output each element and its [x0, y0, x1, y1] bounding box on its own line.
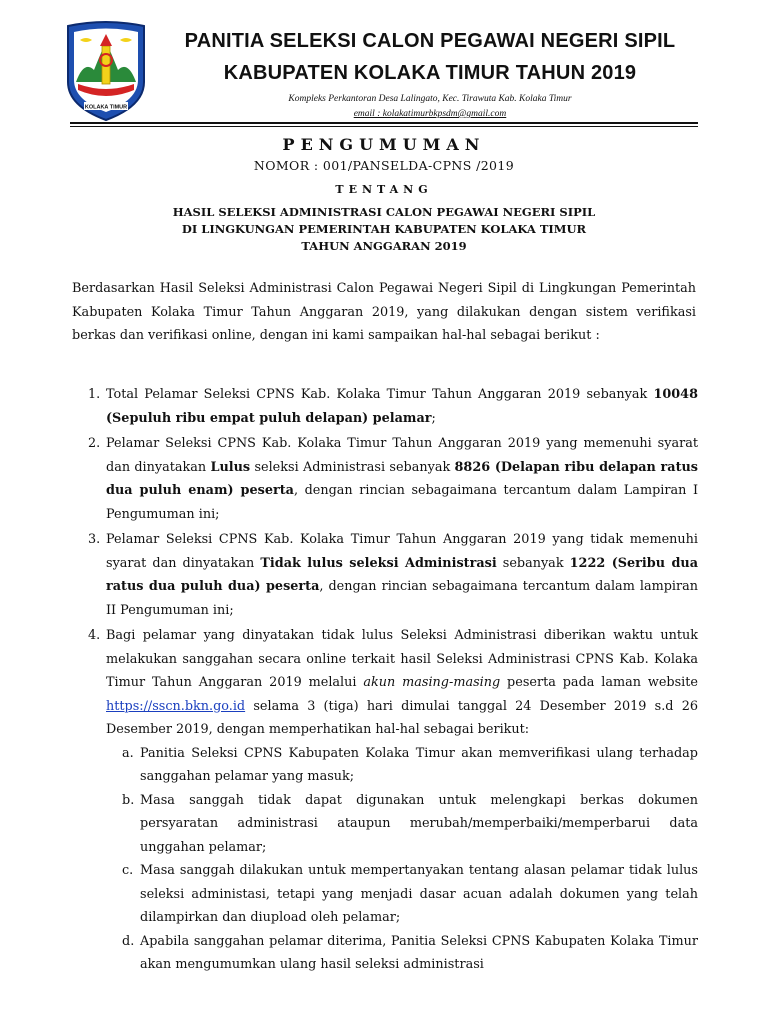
sub-item-letter: a.	[122, 745, 134, 761]
letterhead-rule-thick	[70, 122, 698, 124]
item-bold-text: 8826 (Delapan ribu delapan ratus dua puluh enam) peserta	[106, 459, 699, 498]
item-bold-text: Tidak lulus seleksi Administrasi	[260, 555, 497, 571]
item-text: seleksi Administrasi sebanyak	[250, 459, 455, 475]
item-text: , dengan rincian sebagaimana tercantum dalam Lampiran I Pengumuman ini;	[106, 483, 698, 522]
item-text: Bagi pelamar yang dinyatakan tidak lulus Seleksi Administrasi diberikan waktu untuk melakukan sanggahan secara online terkait hasil Seleksi Administrasi CPNS Kab. Kolaka Timur Tahun Anggaran 2019 melalui	[106, 628, 698, 690]
letterhead-title-line1: PANITIA SELEKSI CALON PEGAWAI NEGERI SIPIL	[184, 30, 676, 52]
sub-list-item	[90, 742, 698, 789]
sub-list-item	[90, 859, 698, 930]
item-italic-text: akun masing-masing	[363, 675, 501, 690]
list-item	[72, 383, 698, 430]
announcement-number: NOMOR : 001/PANSELDA-CPNS /2019	[253, 158, 515, 173]
sub-list-item	[90, 789, 698, 860]
emblem-caption: KOLAKA TIMUR	[84, 104, 128, 111]
subject-line2: DI LINGKUNGAN PEMERINTAH KABUPATEN KOLAKA TIMUR	[181, 222, 587, 236]
item-text: peserta pada laman website	[500, 675, 698, 690]
letterhead-title-line2: KABUPATEN KOLAKA TIMUR TAHUN 2019	[223, 62, 637, 84]
item-text: sebanyak	[496, 555, 570, 571]
item-text: Total Pelamar Seleksi CPNS Kab. Kolaka Timur Tahun Anggaran 2019 sebanyak	[106, 387, 654, 402]
subject-line3: TAHUN ANGGARAN 2019	[301, 239, 467, 253]
announcement-title: PENGUMUMAN	[282, 135, 486, 154]
intro-paragraph: Berdasarkan Hasil Seleksi Administrasi Calon Pegawai Negeri Sipil di Lingkungan Pemerintah Kabupaten Kolaka Timur Tahun Anggaran 2019, yang dilakukan dengan sistem verifikasi berkas dan verifikasi online, dengan ini kami sampaikan hal-hal sebagai berikut :	[72, 281, 696, 343]
list-item-number: 3.	[88, 532, 101, 547]
sscn-website-link[interactable]: https://sscn.bkn.go.id	[106, 698, 246, 714]
item-text: Pelamar Seleksi CPNS Kab. Kolaka Timur Tahun Anggaran 2019 yang tidak memenuhi syarat dan dinyatakan	[106, 532, 698, 571]
item-bold-text: 10048 (Sepuluh ribu empat puluh delapan) pelamar	[106, 387, 698, 426]
item-text: Pelamar Seleksi CPNS Kab. Kolaka Timur Tahun Anggaran 2019 yang memenuhi syarat dan dinyatakan	[106, 436, 698, 475]
list-item	[72, 528, 698, 622]
item-text: selama 3 (tiga) hari dimulai tanggal 24 Desember 2019 s.d 26 Desember 2019, dengan memperhatikan hal-hal sebagai berikut:	[106, 698, 698, 737]
sub-item-letter: d.	[122, 933, 135, 949]
list-item-number: 4.	[88, 628, 101, 643]
sub-item-text: Panitia Seleksi CPNS Kabupaten Kolaka Timur akan memverifikasi ulang terhadap sanggahan pelamar yang masuk;	[140, 745, 698, 784]
item-bold-text: Lulus	[210, 459, 251, 475]
letterhead-address: Kompleks Perkantoran Desa Lalingato, Kec. Tirawuta Kab. Kolaka Timur	[288, 94, 572, 104]
list-item-number: 1.	[88, 387, 101, 402]
item-text: , dengan rincian sebagaimana tercantum dalam lampiran II Pengumuman ini;	[106, 579, 698, 618]
list-item	[72, 624, 698, 977]
list-item	[72, 432, 698, 526]
sub-item-letter: b.	[122, 792, 135, 808]
sub-list-item	[90, 930, 698, 977]
sub-item-text: Apabila sanggahan pelamar diterima, Panitia Seleksi CPNS Kabupaten Kolaka Timur akan mengumumkan ulang hasil seleksi administrasi	[140, 933, 698, 972]
sub-item-text: Masa sanggah tidak dapat digunakan untuk melengkapi berkas dokumen persyaratan administrasi ataupun merubah/memperbaiki/memperbarui data unggahan pelamar;	[140, 792, 698, 855]
sub-item-letter: c.	[122, 863, 134, 878]
letterhead-email[interactable]: email : kolakatimurbkpsdm@gmail.com	[353, 109, 507, 119]
item-text: ;	[431, 410, 436, 426]
announcement-list	[72, 383, 698, 979]
sub-item-text: Masa sanggah dilakukan untuk mempertanyakan tentang alasan pelamar tidak lulus seleksi administasi, tetapi yang menjadi dasar acuan adalah dokumen yang telah dilampirkan dan diupload oleh pelamar;	[140, 863, 698, 925]
subject-line1: HASIL SELEKSI ADMINISTRASI CALON PEGAWAI NEGERI SIPIL	[172, 205, 596, 219]
letterhead-rule-thin	[70, 126, 698, 127]
announcement-about: TENTANG	[335, 183, 433, 196]
item-bold-text: 1222 (Seribu dua ratus dua puluh dua) peserta	[106, 555, 698, 594]
kolaka-timur-emblem-icon	[64, 20, 148, 122]
list-item-number: 2.	[88, 436, 101, 451]
